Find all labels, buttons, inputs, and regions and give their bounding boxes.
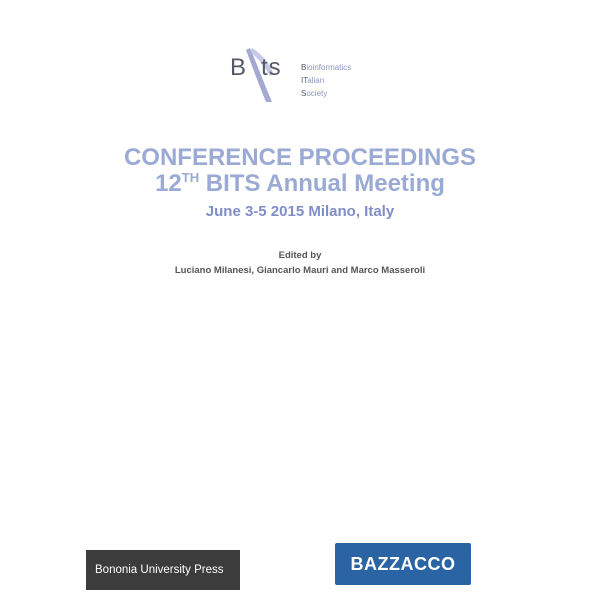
bits-wordmark-rest: ts [261,54,282,81]
publisher-logo-bazzacco: BAZZACCO [335,543,471,585]
tagline-line-2: ITalian [301,76,325,85]
editors-names: Luciano Milanesi, Giancarlo Mauri and Marco Masseroli [174,265,426,276]
title-line-2: 12TH BITS Annual Meeting [155,170,445,197]
tagline-line-1: Bioinformatics [301,63,352,72]
title-line-1: CONFERENCE PROCEEDINGS [123,144,477,171]
title-line-3: June 3-5 2015 Milano, Italy [205,203,395,220]
tagline-line-3: Society [301,89,328,98]
bits-wordmark [230,54,282,82]
bits-tagline [301,61,351,100]
publisher-logo-bononia: Bononia University Press [86,550,240,590]
bits-wordmark-b: B [230,54,248,81]
bits-logo [228,44,388,106]
edited-by-label: Edited by [278,250,322,261]
